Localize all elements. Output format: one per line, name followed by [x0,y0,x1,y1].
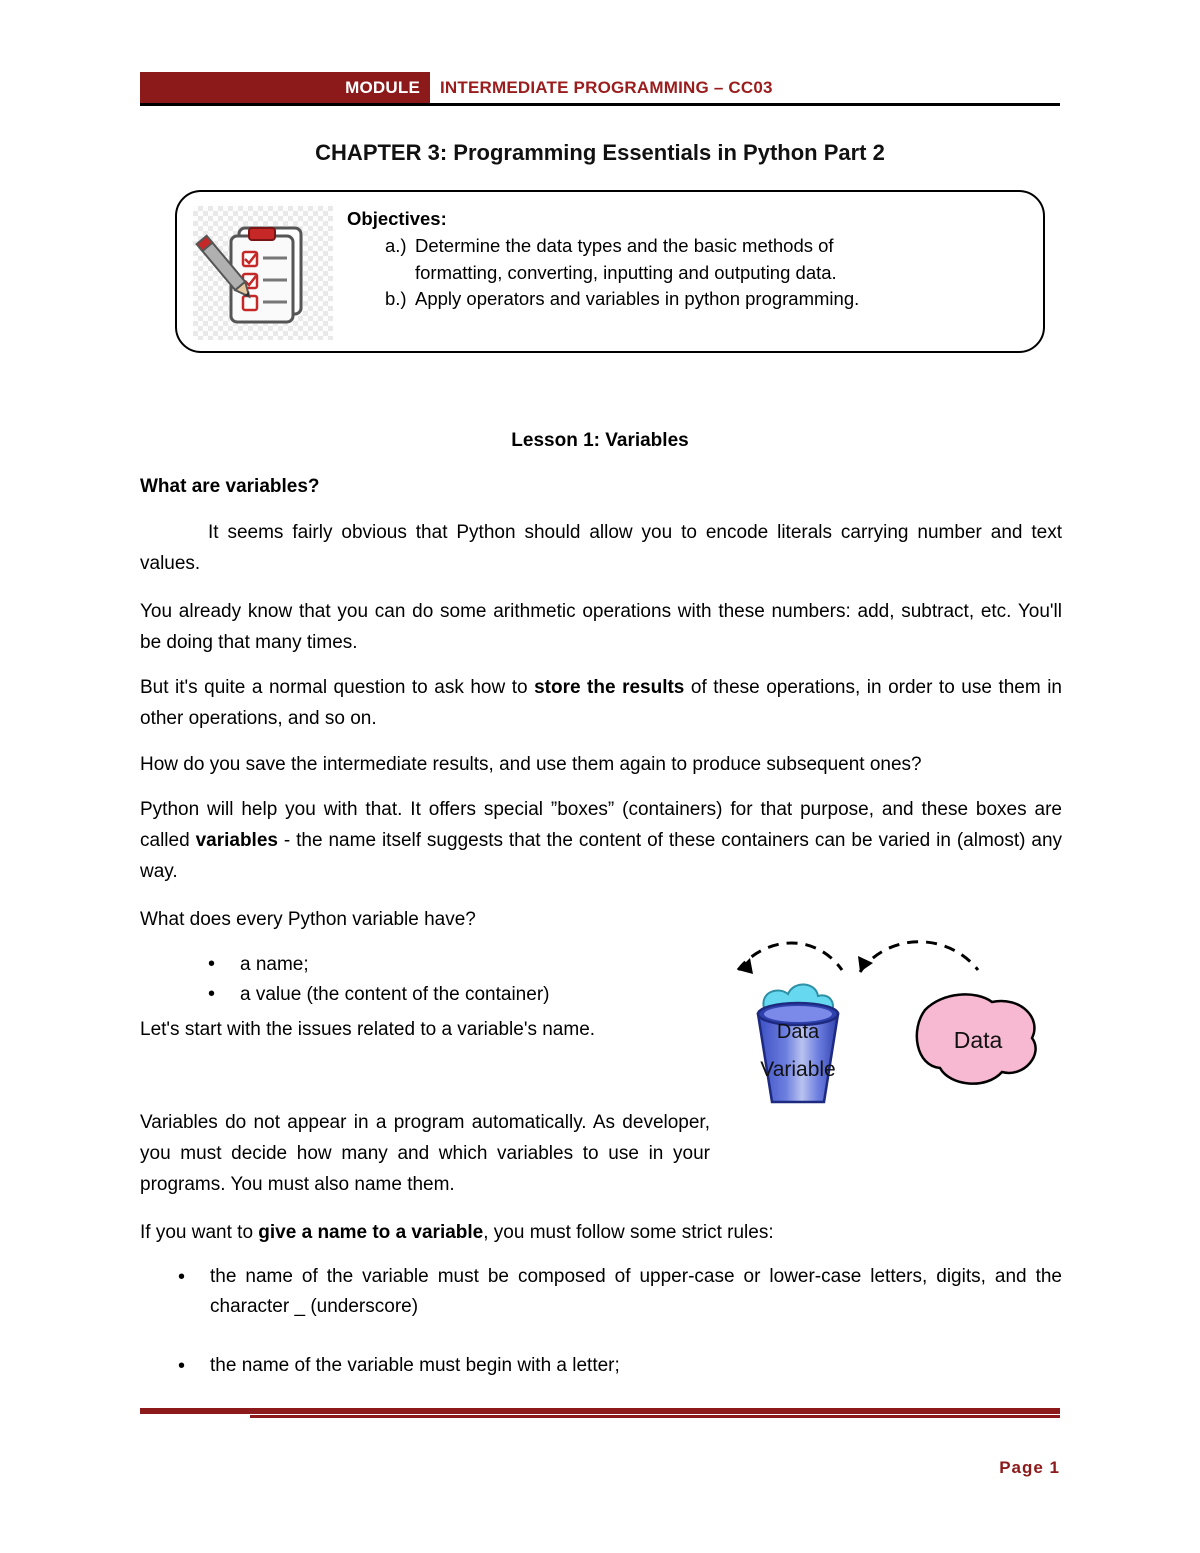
bucket-inner-label: Data [776,1021,820,1043]
paragraph-8-emphasis: give a name to a variable [258,1222,484,1243]
paragraph-5-part1: Python will help you with that. It offers special ”boxes” (containers) for that purpose, and these boxes are called [140,799,1062,851]
page-header [140,72,1060,106]
paragraph-3-part2: of these operations, in order to use them in other operations, and so on. [140,677,1062,729]
paragraph-4: How do you save the intermediate results, and use them again to produce subsequent ones? [140,754,922,775]
paragraph-3-emphasis: store the results [534,677,685,698]
paragraph-5 [140,795,1062,887]
objective-a-line2: formatting, converting, inputting and outputing data. [415,261,837,283]
list-item: • a value (the content of the container) [170,980,700,1010]
objective-b-line1: Apply operators and variables in python programming. [415,288,860,310]
variable-properties-list [140,950,700,1011]
clipboard-checklist-pencil-icon [193,206,333,340]
list-item: • the name of the variable must begin with a letter; [140,1351,1062,1381]
paragraph-1 [140,518,1062,580]
footer-bar-gap-left [330,1419,700,1422]
paragraph-8-part2: , you must follow some strict rules: [483,1222,774,1243]
paragraph-after-bullets: Let's start with the issues related to a variable's name. [140,1019,596,1040]
objective-a-line1: Determine the data types and the basic methods of [415,234,834,256]
objectives-box [175,190,1045,353]
paragraph-5-part2: - the name itself suggests that the content of these containers can be varied in (almost) any way. [140,829,1063,882]
footer-bar-secondary [250,1415,1060,1418]
naming-rules-list [140,1262,1062,1409]
page-number: Page 1 [999,1458,1060,1477]
paragraph-3 [140,673,1062,735]
section-question-heading: What are variables? [140,476,320,497]
footer-bar-gap-right [760,1419,1060,1422]
list-item: • a name; [170,950,700,980]
header-course-title: INTERMEDIATE PROGRAMMING – CC03 [440,78,773,97]
objective-a-label: a.) [385,234,407,256]
list-item: • the name of the variable must be composed of upper-case or lower-case letters, digits, and the character _ (underscore) [140,1262,1062,1323]
paragraph-2: You already know that you can do some arithmetic operations with these numbers: add, subtract, etc. You'll be doing that many times. [140,601,1062,653]
paragraph-8-part1: If you want to [140,1222,259,1243]
objective-b-label: b.) [385,288,407,310]
variable-container-illustration [720,930,1070,1160]
page-footer [140,1408,1060,1422]
header-module-label: MODULE [345,78,420,97]
objective-b [347,286,1027,313]
blob-label: Data [953,1027,1003,1053]
paragraph-3-part1: But it's quite a normal question to ask how to [140,677,535,698]
paragraph-6: What does every Python variable have? [140,909,476,930]
paragraph-5-emphasis: variables [195,829,278,851]
chapter-title: CHAPTER 3: Programming Essentials in Python Part 2 [315,140,885,165]
paragraph-8 [140,1218,1062,1248]
objective-a [347,233,1027,260]
paragraph-7: Variables do not appear in a program automatically. As developer, you must decide how many and which variables to use in your programs. You must also name them. [140,1112,710,1195]
bucket-label: Variable [760,1058,836,1081]
objectives-text [347,206,1027,313]
footer-bar-primary [140,1408,1060,1414]
lesson-heading: Lesson 1: Variables [511,430,689,451]
objectives-heading: Objectives: [347,208,447,229]
paragraph-1-text: It seems fairly obvious that Python should allow you to encode literals carrying number and text values. [140,522,1062,574]
